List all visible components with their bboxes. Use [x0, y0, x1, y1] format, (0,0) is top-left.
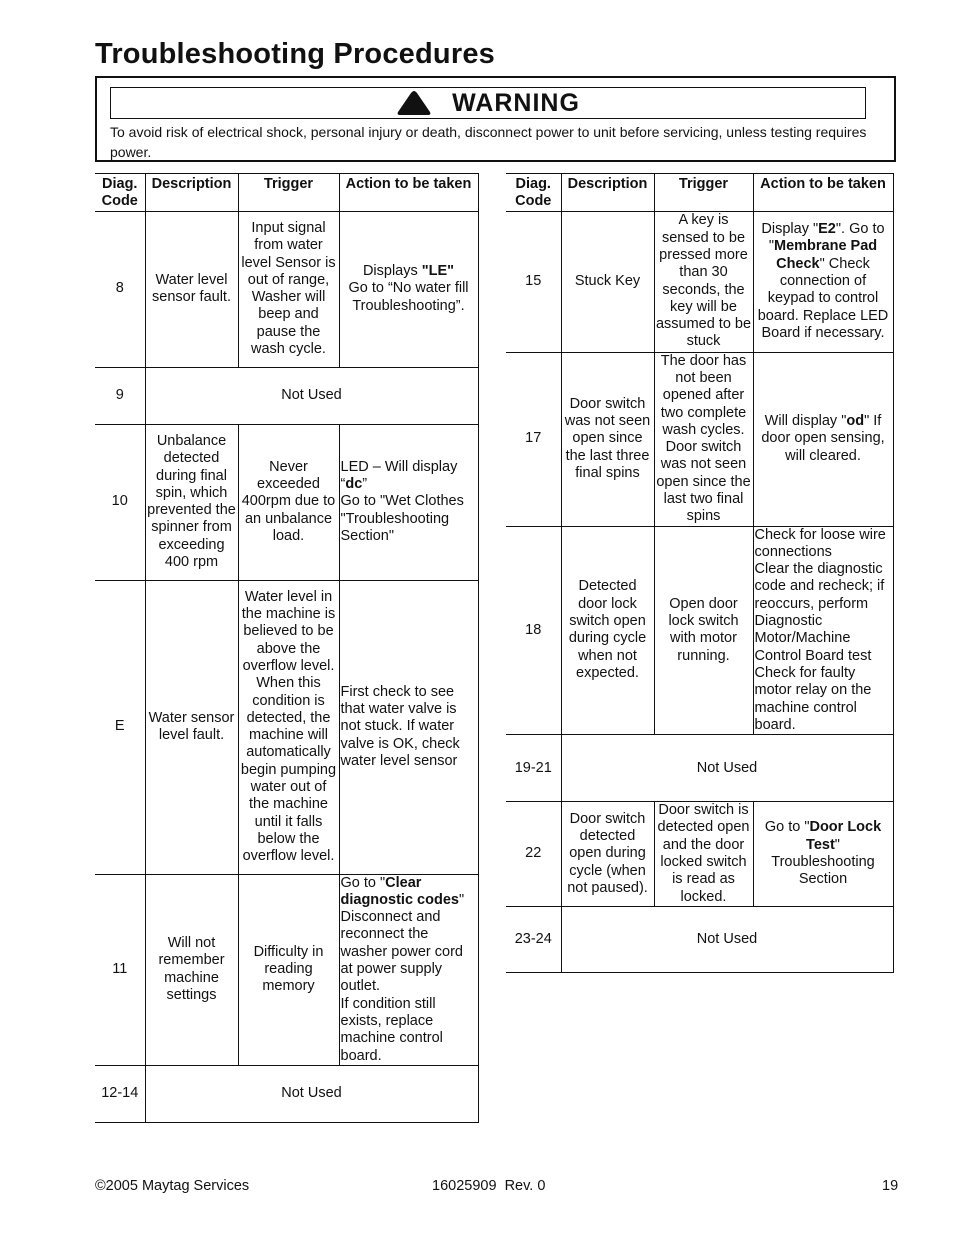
- page-title: Troubleshooting Procedures: [95, 38, 495, 70]
- header-description: Description: [145, 174, 238, 212]
- action: First check to see that water valve is not stuck. If water valve is OK, check water level sensor: [339, 580, 478, 874]
- action-text: Display ": [761, 221, 819, 238]
- diag-code: 17: [506, 352, 561, 526]
- trigger: Door switch is detected open and the door locked switch is read as locked.: [654, 802, 753, 907]
- header-diag-code: Diag. Code: [95, 174, 145, 212]
- table-row: [95, 424, 478, 580]
- warning-box: [95, 76, 896, 162]
- header-trigger: Trigger: [654, 174, 753, 212]
- action-text: Go to ": [764, 819, 810, 836]
- action-text: " Troubleshooting Section: [771, 836, 875, 888]
- header-diag-code: Diag. Code: [506, 174, 561, 212]
- diag-code: 23-24: [506, 906, 561, 972]
- action-text: If condition still exists, replace machine control board.: [340, 995, 443, 1064]
- warning-text: To avoid risk of electrical shock, personal injury or death, disconnect power to unit before servicing, unless testing requires power.: [110, 124, 867, 160]
- description: Detected door lock switch open during cycle when not expected.: [561, 526, 654, 735]
- table-row: [506, 526, 893, 735]
- action: [753, 802, 893, 907]
- not-used-note: Not Used: [145, 1065, 478, 1122]
- action: [753, 211, 893, 352]
- not-used-note: Not Used: [561, 906, 893, 972]
- warning-banner: [110, 87, 866, 119]
- action-code: Door Lock Test: [806, 819, 882, 853]
- trigger: A key is sensed to be pressed more than 30 seconds, the key will be assumed to be stuck: [654, 211, 753, 352]
- description: Door switch was not seen open since the last three final spins: [561, 352, 654, 526]
- description: Stuck Key: [561, 211, 654, 352]
- diag-code: 11: [95, 874, 145, 1065]
- footer-doc-number: 16025909 Rev. 0: [432, 1178, 546, 1194]
- action-text: Will display ": [764, 413, 847, 430]
- diag-code: 19-21: [506, 735, 561, 802]
- table-row: [506, 906, 893, 972]
- table-row: [506, 802, 893, 907]
- table-row: [506, 735, 893, 802]
- action-text: LED – Will display “: [340, 458, 458, 493]
- table-row: [506, 211, 893, 352]
- diag-code: 15: [506, 211, 561, 352]
- action-text: " If door open sensing, will cleared.: [761, 413, 885, 464]
- action-text: ". Go to ": [768, 221, 885, 255]
- action-code: od: [846, 413, 865, 430]
- description: Water sensor level fault.: [145, 580, 238, 874]
- footer-copyright: ©2005 Maytag Services: [95, 1178, 250, 1194]
- diagnostic-table-right: [506, 173, 894, 973]
- action-text: Disconnect and reconnect the washer power cord at power supply outlet.: [340, 909, 463, 995]
- action: [339, 211, 478, 367]
- table-row: [506, 352, 893, 526]
- action-text: Go to ": [340, 874, 386, 891]
- description: Will not remember machine settings: [145, 874, 238, 1065]
- diag-code: 18: [506, 526, 561, 735]
- table-row: [95, 580, 478, 874]
- action-text: Go to “No water fill Troubleshooting”.: [348, 280, 469, 314]
- header-action: Action to be taken: [753, 174, 893, 212]
- trigger: The door has not been opened after two complete wash cycles. Door switch was not seen open since the last two final spins: [654, 352, 753, 526]
- table-header-row: [506, 174, 893, 212]
- trigger: Never exceeded 400rpm due to an unbalance load.: [238, 424, 339, 580]
- action: [753, 526, 893, 735]
- action: [753, 352, 893, 526]
- action: [339, 424, 478, 580]
- action-text: Check for loose wire connections: [754, 526, 886, 560]
- diag-code: 22: [506, 802, 561, 907]
- header-description: Description: [561, 174, 654, 212]
- diag-code: 9: [95, 367, 145, 424]
- table-row: [95, 367, 478, 424]
- table-row: [95, 211, 478, 367]
- action-text: ": [458, 891, 465, 908]
- action-text: Clear the diagnostic code and recheck; if reoccurs, perform Diagnostic Motor/Machine Control Board test: [754, 561, 885, 664]
- header-trigger: Trigger: [238, 174, 339, 212]
- trigger: Open door lock switch with motor running.: [654, 526, 753, 735]
- header-action: Action to be taken: [339, 174, 478, 212]
- diag-code: E: [95, 580, 145, 874]
- description: Unbalance detected during final spin, which prevented the spinner from exceeding 400 rpm: [145, 424, 238, 580]
- warning-triangle-icon: [396, 90, 432, 116]
- action-code: Membrane Pad Check: [774, 238, 878, 272]
- diagnostic-table-left: [95, 173, 479, 1123]
- not-used-note: Not Used: [561, 735, 893, 802]
- action-code: dc: [345, 476, 363, 493]
- trigger: Input signal from water level Sensor is out of range, Washer will beep and pause the wash cycle.: [238, 211, 339, 367]
- description: Water level sensor fault.: [145, 211, 238, 367]
- action-code: Clear diagnostic codes: [340, 874, 459, 908]
- table-row: [95, 1065, 478, 1122]
- diag-code: 10: [95, 424, 145, 580]
- diag-code: 8: [95, 211, 145, 367]
- not-used-note: Not Used: [145, 367, 478, 424]
- action-text: " Check connection of keypad to control board. Replace LED Board if necessary.: [757, 255, 889, 341]
- trigger: Water level in the machine is believed to be above the overflow level. When this condition is detected, the machine will automatically begin pumping water out of the machine until it falls below the overflow level.: [238, 580, 339, 874]
- description: Door switch detected open during cycle (when not paused).: [561, 802, 654, 907]
- action-text: Go to "Wet Clothes "Troubleshooting Section": [340, 493, 464, 545]
- table-header-row: [95, 174, 478, 212]
- action-code: E2: [818, 221, 836, 238]
- action: [339, 874, 478, 1065]
- diag-code: 12-14: [95, 1065, 145, 1122]
- warning-heading: WARNING: [452, 88, 580, 117]
- trigger: Difficulty in reading memory: [238, 874, 339, 1065]
- action-text: Displays: [362, 263, 422, 280]
- action-code: "LE": [421, 263, 455, 280]
- footer-page-number: 19: [882, 1178, 899, 1194]
- action-text: Check for faulty motor relay on the machine control board.: [754, 664, 872, 733]
- table-row: [95, 874, 478, 1065]
- action-text: ”: [362, 476, 368, 493]
